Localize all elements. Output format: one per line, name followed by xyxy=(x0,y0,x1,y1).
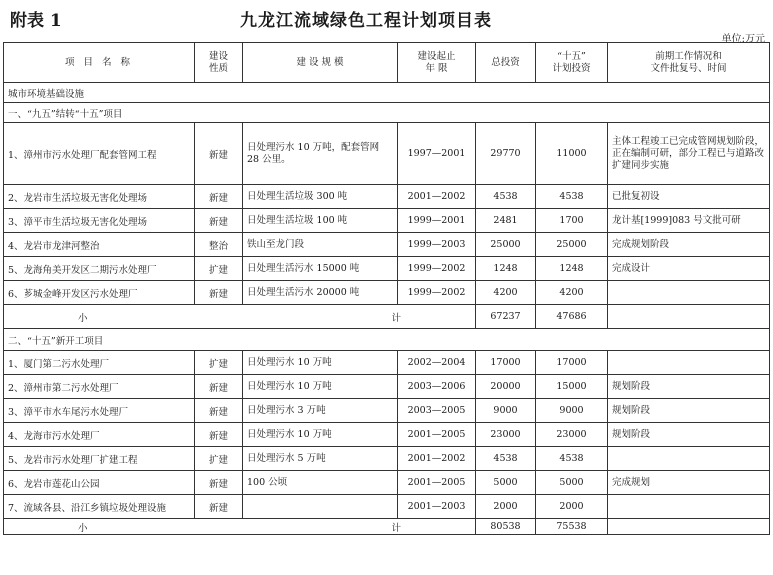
project-plan: 9000 xyxy=(536,399,608,423)
project-notes xyxy=(608,447,770,471)
project-total: 9000 xyxy=(476,399,536,423)
project-total: 1248 xyxy=(476,257,536,281)
project-plan: 5000 xyxy=(536,471,608,495)
col-header-total: 总投资 xyxy=(476,43,536,83)
table-row xyxy=(4,257,770,281)
subtotal-row xyxy=(4,519,770,535)
empty-cell xyxy=(476,83,536,103)
project-scale: 日处理生活垃圾 300 吨 xyxy=(243,185,398,209)
empty-cell xyxy=(243,83,398,103)
project-scale: 日处理生活污水 15000 吨 xyxy=(243,257,398,281)
table-row xyxy=(4,375,770,399)
project-nature: 新建 xyxy=(195,423,243,447)
project-notes: 已批复初设 xyxy=(608,185,770,209)
project-name: 2、龙岩市生活垃圾无害化处理场 xyxy=(4,185,195,209)
appendix-label: 附表 1 xyxy=(10,11,62,31)
project-nature: 扩建 xyxy=(195,351,243,375)
project-plan: 1700 xyxy=(536,209,608,233)
project-name: 1、厦门第二污水处理厂 xyxy=(4,351,195,375)
table-row xyxy=(4,495,770,519)
project-name: 3、漳平市水车尾污水处理厂 xyxy=(4,399,195,423)
project-nature: 新建 xyxy=(195,281,243,305)
project-name: 4、龙岩市龙津河整治 xyxy=(4,233,195,257)
subtotal-row xyxy=(4,305,770,329)
project-notes: 完成规划 xyxy=(608,471,770,495)
section-title-row xyxy=(4,103,770,123)
subtotal-label-a: 小 xyxy=(78,522,88,534)
project-total: 5000 xyxy=(476,471,536,495)
project-nature: 新建 xyxy=(195,209,243,233)
project-table xyxy=(3,42,770,535)
project-total: 17000 xyxy=(476,351,536,375)
project-nature: 扩建 xyxy=(195,447,243,471)
project-scale: 日处理污水 3 万吨 xyxy=(243,399,398,423)
empty-cell xyxy=(398,103,476,123)
project-period: 2001—2003 xyxy=(398,495,476,519)
project-nature: 新建 xyxy=(195,399,243,423)
table-row xyxy=(4,209,770,233)
project-scale: 日处理污水 10 万吨，配套管网 28 公里。 xyxy=(243,123,398,185)
project-period: 2001—2002 xyxy=(398,447,476,471)
col-header-name: 项 目 名 称 xyxy=(4,43,195,83)
col-header-nature: 建设 性质 xyxy=(195,43,243,83)
project-name: 7、流域各县、沿江乡镇垃圾处理设施 xyxy=(4,495,195,519)
empty-cell xyxy=(476,329,536,351)
empty-cell xyxy=(398,83,476,103)
project-plan: 4538 xyxy=(536,185,608,209)
project-name: 2、漳州市第二污水处理厂 xyxy=(4,375,195,399)
subtotal-label-b: 计 xyxy=(391,522,401,534)
empty-cell xyxy=(536,83,608,103)
project-period: 2001—2002 xyxy=(398,185,476,209)
category-row-label: 城市环境基础设施 xyxy=(4,83,195,103)
table-row xyxy=(4,123,770,185)
project-total: 4538 xyxy=(476,185,536,209)
project-total: 4538 xyxy=(476,447,536,471)
subtotal-label xyxy=(4,305,476,329)
project-scale: 铁山至龙门段 xyxy=(243,233,398,257)
subtotal-total: 67237 xyxy=(476,305,536,329)
project-period: 1997—2001 xyxy=(398,123,476,185)
unit-label: 单位:万元 xyxy=(721,34,765,45)
project-period: 2001—2005 xyxy=(398,423,476,447)
empty-cell xyxy=(398,329,476,351)
table-row xyxy=(4,423,770,447)
empty-cell xyxy=(608,329,770,351)
project-name: 5、龙海角美开发区二期污水处理厂 xyxy=(4,257,195,281)
table-row xyxy=(4,281,770,305)
empty-cell xyxy=(608,519,770,535)
empty-cell xyxy=(536,103,608,123)
project-period: 1999—2002 xyxy=(398,281,476,305)
project-notes xyxy=(608,351,770,375)
project-notes: 规划阶段 xyxy=(608,423,770,447)
table-title: 九龙江流域绿色工程计划项目表 xyxy=(240,11,492,31)
header-row xyxy=(4,43,770,83)
table-row xyxy=(4,447,770,471)
project-plan: 1248 xyxy=(536,257,608,281)
project-scale xyxy=(243,495,398,519)
empty-cell xyxy=(195,329,243,351)
table-row xyxy=(4,351,770,375)
project-total: 29770 xyxy=(476,123,536,185)
project-plan: 2000 xyxy=(536,495,608,519)
project-scale: 日处理污水 5 万吨 xyxy=(243,447,398,471)
project-scale: 日处理污水 10 万吨 xyxy=(243,375,398,399)
empty-cell xyxy=(243,103,398,123)
table-row xyxy=(4,233,770,257)
col-header-scale: 建 设 规 模 xyxy=(243,43,398,83)
empty-cell xyxy=(608,103,770,123)
project-plan: 15000 xyxy=(536,375,608,399)
col-header-period: 建设起止 年 限 xyxy=(398,43,476,83)
project-period: 2002—2004 xyxy=(398,351,476,375)
project-plan: 17000 xyxy=(536,351,608,375)
subtotal-label-a: 小 xyxy=(78,312,88,324)
project-nature: 新建 xyxy=(195,471,243,495)
project-nature: 新建 xyxy=(195,495,243,519)
category-row xyxy=(4,83,770,103)
project-plan: 25000 xyxy=(536,233,608,257)
project-plan: 23000 xyxy=(536,423,608,447)
project-total: 23000 xyxy=(476,423,536,447)
project-name: 1、漳州市污水处理厂配套管网工程 xyxy=(4,123,195,185)
subtotal-plan: 75538 xyxy=(536,519,608,535)
project-total: 4200 xyxy=(476,281,536,305)
empty-cell xyxy=(195,83,243,103)
project-notes: 完成规划阶段 xyxy=(608,233,770,257)
table-row xyxy=(4,399,770,423)
project-scale: 日处理生活垃圾 100 吨 xyxy=(243,209,398,233)
subtotal-total: 80538 xyxy=(476,519,536,535)
empty-cell xyxy=(243,329,398,351)
project-nature: 整治 xyxy=(195,233,243,257)
section-title-row-label: 二、“十五”新开工项目 xyxy=(4,329,195,351)
project-scale: 日处理污水 10 万吨 xyxy=(243,423,398,447)
project-period: 2003—2006 xyxy=(398,375,476,399)
project-period: 1999—2001 xyxy=(398,209,476,233)
project-name: 4、龙海市污水处理厂 xyxy=(4,423,195,447)
project-period: 2003—2005 xyxy=(398,399,476,423)
section-title-row xyxy=(4,329,770,351)
project-name: 6、芗城金峰开发区污水处理厂 xyxy=(4,281,195,305)
project-scale: 100 公顷 xyxy=(243,471,398,495)
project-period: 1999—2003 xyxy=(398,233,476,257)
table-row xyxy=(4,471,770,495)
project-total: 25000 xyxy=(476,233,536,257)
project-period: 2001—2005 xyxy=(398,471,476,495)
col-header-plan: “十五” 计划投资 xyxy=(536,43,608,83)
project-total: 2000 xyxy=(476,495,536,519)
project-nature: 新建 xyxy=(195,375,243,399)
project-total: 2481 xyxy=(476,209,536,233)
subtotal-label-b: 计 xyxy=(391,312,401,324)
col-header-notes: 前期工作情况和 文件批复号、时间 xyxy=(608,43,770,83)
project-notes: 规划阶段 xyxy=(608,375,770,399)
empty-cell xyxy=(476,103,536,123)
project-notes: 规划阶段 xyxy=(608,399,770,423)
project-scale: 日处理污水 10 万吨 xyxy=(243,351,398,375)
empty-cell xyxy=(536,329,608,351)
project-notes: 主体工程竣工已完成管网规划阶段，正在编制可研，部分工程已与道路改扩建同步实施 xyxy=(608,123,770,185)
project-name: 5、龙岩市污水处理厂扩建工程 xyxy=(4,447,195,471)
project-notes xyxy=(608,281,770,305)
project-plan: 11000 xyxy=(536,123,608,185)
project-period: 1999—2002 xyxy=(398,257,476,281)
subtotal-plan: 47686 xyxy=(536,305,608,329)
project-nature: 新建 xyxy=(195,123,243,185)
project-scale: 日处理生活污水 20000 吨 xyxy=(243,281,398,305)
project-notes: 完成设计 xyxy=(608,257,770,281)
project-nature: 新建 xyxy=(195,185,243,209)
empty-cell xyxy=(608,83,770,103)
section-title-row-label: 一、“九五”结转“十五”项目 xyxy=(4,103,195,123)
project-nature: 扩建 xyxy=(195,257,243,281)
project-total: 20000 xyxy=(476,375,536,399)
empty-cell xyxy=(608,305,770,329)
subtotal-label xyxy=(4,519,476,535)
project-name: 3、漳平市生活垃圾无害化处理场 xyxy=(4,209,195,233)
project-plan: 4538 xyxy=(536,447,608,471)
project-plan: 4200 xyxy=(536,281,608,305)
project-notes: 龙计基[1999]083 号文批可研 xyxy=(608,209,770,233)
project-notes xyxy=(608,495,770,519)
empty-cell xyxy=(195,103,243,123)
table-row xyxy=(4,185,770,209)
project-name: 6、龙岩市莲花山公园 xyxy=(4,471,195,495)
